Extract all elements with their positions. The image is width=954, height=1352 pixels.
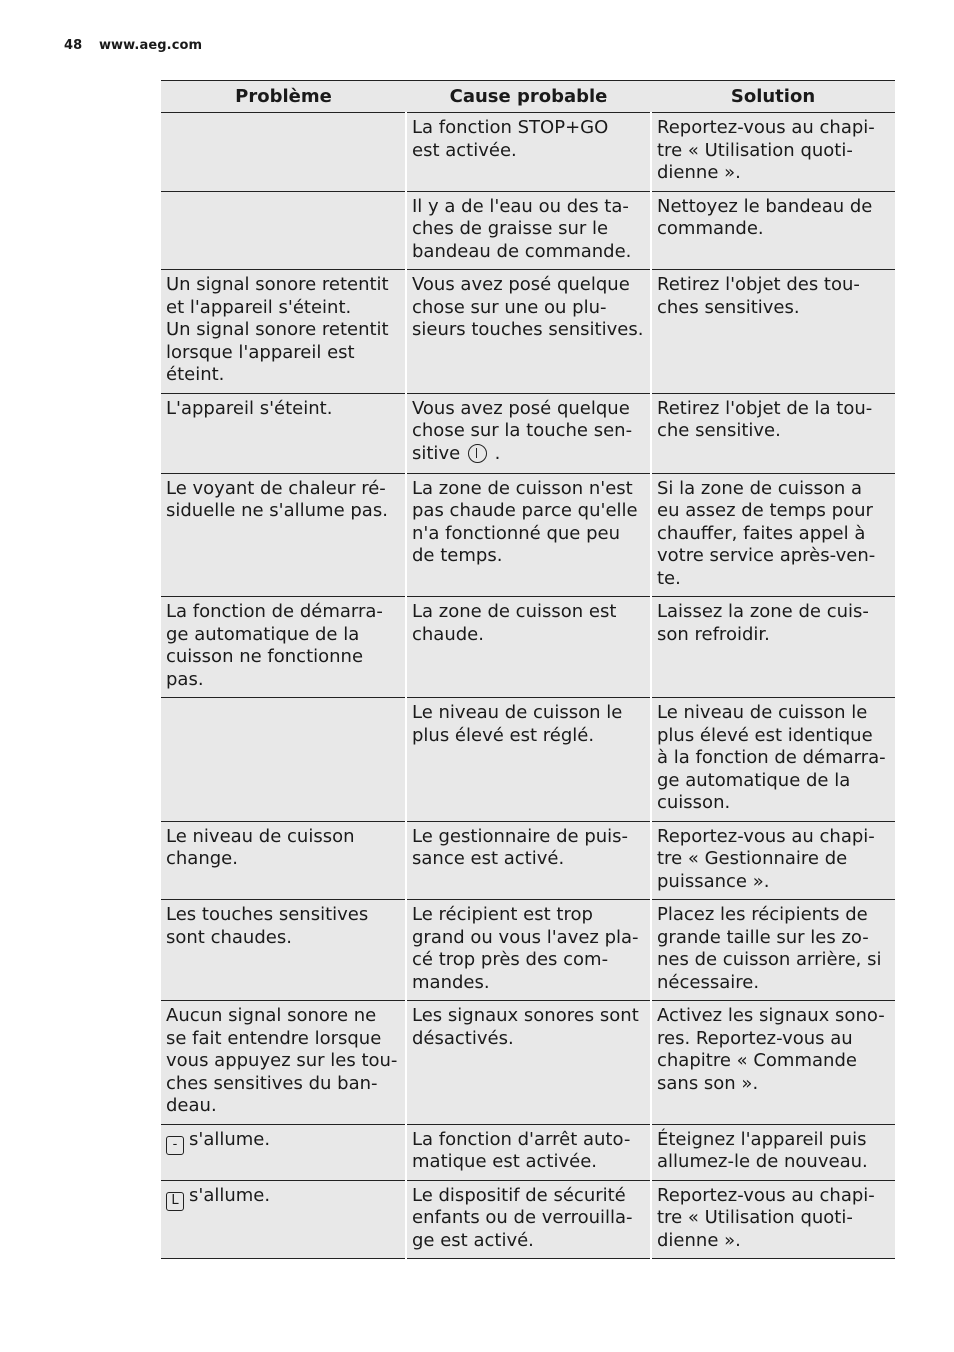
cause-cell	[406, 393, 651, 473]
problem-line: éteint.	[166, 364, 225, 385]
cause-line: Vous avez posé quelque	[412, 274, 630, 295]
solution-line: ge automatique de la	[657, 769, 851, 791]
problem-cell	[161, 270, 406, 394]
troubleshooting-table	[161, 80, 895, 1259]
problem-line: change.	[166, 848, 238, 869]
cause-line: mandes.	[412, 971, 490, 993]
solution-line: Retirez l'objet des tou-	[657, 274, 860, 295]
problem-line: sont chaudes.	[166, 926, 292, 948]
problem-cell	[161, 1001, 406, 1125]
table-row	[161, 473, 895, 597]
solution-line: Placez les récipients de	[657, 904, 868, 925]
cause-line: chose sur une ou plu-	[412, 296, 607, 318]
cause-line: n'a fonctionné que peu	[412, 522, 620, 544]
cause-cell	[406, 698, 651, 822]
problem-line: siduelle ne s'allume pas.	[166, 500, 388, 521]
dash-symbol-icon: -	[166, 1136, 184, 1155]
cause-line: Il y a de l'eau ou des ta-	[412, 195, 629, 217]
cause-line: sieurs touches sensitives.	[412, 319, 644, 340]
power-icon	[468, 444, 487, 463]
problem-line: ge automatique de la	[166, 623, 360, 645]
solution-line: plus élevé est identique	[657, 724, 873, 746]
solution-line: ches sensitives.	[657, 296, 800, 318]
cause-line: Le récipient est trop	[412, 904, 593, 925]
child-lock-symbol-icon: L	[166, 1192, 184, 1211]
cause-line: Le gestionnaire de puis-	[412, 825, 629, 847]
table-body	[161, 113, 895, 1259]
cause-cell	[406, 1001, 651, 1125]
problem-line: Un signal sonore retentit	[166, 319, 389, 340]
problem-line	[166, 1185, 399, 1211]
solution-cell	[651, 821, 895, 900]
header-problem: Problème	[161, 81, 406, 113]
solution-cell	[651, 1124, 895, 1180]
solution-line: sans son ».	[657, 1072, 759, 1094]
problem-text: s'allume.	[189, 1184, 271, 1206]
solution-line: cuisson.	[657, 792, 731, 813]
solution-line: chapitre « Commande	[657, 1050, 857, 1071]
problem-line: Un signal sonore retentit	[166, 274, 389, 295]
solution-line: res. Reportez-vous au	[657, 1027, 853, 1049]
solution-cell	[651, 900, 895, 1001]
cause-line: Les signaux sonores sont	[412, 1005, 639, 1026]
solution-line: Nettoyez le bandeau de	[657, 195, 873, 217]
table-row	[161, 1180, 895, 1259]
site-url: www.aeg.com	[98, 38, 203, 53]
cause-line: désactivés.	[412, 1027, 514, 1049]
page-number: 48	[64, 38, 83, 53]
problem-line: ches sensitives du ban-	[166, 1072, 378, 1094]
table-row	[161, 1001, 895, 1125]
header-solution: Solution	[651, 81, 895, 113]
problem-line: L'appareil s'éteint.	[166, 397, 333, 419]
table-row	[161, 821, 895, 900]
problem-cell	[161, 698, 406, 822]
problem-cell	[161, 900, 406, 1001]
cause-cell	[406, 900, 651, 1001]
problem-text: s'allume.	[189, 1128, 271, 1150]
cause-cell	[406, 270, 651, 394]
cause-line: Le niveau de cuisson le	[412, 702, 623, 723]
solution-cell	[651, 473, 895, 597]
solution-line: eu assez de temps pour	[657, 500, 873, 521]
cause-line: enfants ou de verrouilla-	[412, 1207, 633, 1228]
cause-line: La zone de cuisson est	[412, 601, 617, 622]
cause-cell	[406, 1180, 651, 1259]
cause-cell	[406, 473, 651, 597]
problem-line: Le niveau de cuisson	[166, 825, 355, 847]
table-row	[161, 1124, 895, 1180]
table-row	[161, 698, 895, 822]
cause-line: sance est activé.	[412, 848, 565, 869]
problem-cell	[161, 821, 406, 900]
cause-line: bandeau de commande.	[412, 240, 632, 262]
table-row	[161, 393, 895, 473]
problem-line: deau.	[166, 1095, 217, 1116]
solution-line: grande taille sur les zo-	[657, 926, 869, 948]
solution-line: dienne ».	[657, 1229, 741, 1251]
solution-line: dienne ».	[657, 162, 741, 183]
cause-line: matique est activée.	[412, 1151, 597, 1172]
problem-line: et l'appareil s'éteint.	[166, 296, 352, 318]
solution-line: Retirez l'objet de la tou-	[657, 397, 873, 419]
solution-line: tre « Gestionnaire de	[657, 848, 848, 869]
solution-cell	[651, 1001, 895, 1125]
solution-line: puissance ».	[657, 870, 770, 892]
problem-line: lorsque l'appareil est	[166, 341, 355, 363]
cause-line: Le dispositif de sécurité	[412, 1184, 626, 1206]
cause-line: ge est activé.	[412, 1229, 534, 1251]
cause-line: chaude.	[412, 623, 484, 645]
solution-cell	[651, 393, 895, 473]
cause-line: Vous avez posé quelque	[412, 397, 630, 419]
cause-line: La fonction d'arrêt auto-	[412, 1128, 631, 1150]
table-header-row	[161, 81, 895, 113]
problem-line: pas.	[166, 668, 204, 690]
solution-line: Éteignez l'appareil puis	[657, 1128, 867, 1150]
problem-line: Le voyant de chaleur ré-	[166, 477, 386, 499]
solution-cell	[651, 597, 895, 698]
solution-cell	[651, 698, 895, 822]
solution-line: chauffer, faites appel à	[657, 522, 866, 544]
cause-text: .	[494, 442, 501, 464]
solution-cell	[651, 191, 895, 270]
cause-line: de temps.	[412, 545, 503, 566]
cause-line: La fonction STOP+GO	[412, 117, 609, 138]
problem-line: se fait entendre lorsque	[166, 1027, 382, 1049]
solution-cell	[651, 270, 895, 394]
table-row	[161, 191, 895, 270]
solution-line: votre service après-ven-	[657, 545, 876, 566]
cause-text: sitive	[412, 442, 461, 464]
problem-cell	[161, 1180, 406, 1259]
cause-cell	[406, 113, 651, 192]
cause-line	[412, 443, 644, 466]
solution-line: Reportez-vous au chapi-	[657, 825, 875, 847]
problem-line: cuisson ne fonctionne	[166, 646, 364, 667]
problem-line: vous appuyez sur les tou-	[166, 1050, 398, 1071]
solution-line: Laissez la zone de cuis-	[657, 601, 869, 622]
cause-line: grand ou vous l'avez pla-	[412, 926, 639, 948]
solution-line: nécessaire.	[657, 971, 760, 993]
header-cause: Cause probable	[406, 81, 651, 113]
solution-line: che sensitive.	[657, 420, 781, 441]
solution-cell	[651, 1180, 895, 1259]
cause-line: cé trop près des com-	[412, 949, 609, 970]
cause-line: pas chaude parce qu'elle	[412, 500, 638, 521]
solution-line: à la fonction de démarra-	[657, 747, 886, 768]
solution-line: nes de cuisson arrière, si	[657, 949, 882, 970]
problem-cell	[161, 473, 406, 597]
solution-line: Reportez-vous au chapi-	[657, 117, 875, 138]
table-row	[161, 270, 895, 394]
problem-line: Les touches sensitives	[166, 904, 369, 925]
problem-line: Aucun signal sonore ne	[166, 1005, 377, 1026]
solution-line: te.	[657, 567, 681, 589]
cause-cell	[406, 191, 651, 270]
solution-line: allumez-le de nouveau.	[657, 1151, 868, 1172]
cause-line: La zone de cuisson n'est	[412, 477, 633, 499]
problem-cell	[161, 1124, 406, 1180]
cause-cell	[406, 597, 651, 698]
solution-line: Reportez-vous au chapi-	[657, 1184, 875, 1206]
cause-line: ches de graisse sur le	[412, 218, 609, 239]
problem-cell	[161, 393, 406, 473]
problem-cell	[161, 191, 406, 270]
solution-line: Activez les signaux sono-	[657, 1005, 885, 1026]
page-header	[64, 38, 202, 53]
cause-line: est activée.	[412, 139, 517, 161]
solution-line: commande.	[657, 218, 764, 239]
table-row	[161, 900, 895, 1001]
solution-cell	[651, 113, 895, 192]
cause-cell	[406, 1124, 651, 1180]
problem-cell	[161, 597, 406, 698]
problem-cell	[161, 113, 406, 192]
solution-line: tre « Utilisation quoti-	[657, 1207, 853, 1228]
solution-line: tre « Utilisation quoti-	[657, 139, 853, 161]
solution-line: son refroidir.	[657, 623, 770, 645]
table-row	[161, 113, 895, 192]
solution-line: Le niveau de cuisson le	[657, 702, 868, 723]
problem-line	[166, 1129, 399, 1155]
solution-line: Si la zone de cuisson a	[657, 477, 863, 499]
problem-line: La fonction de démarra-	[166, 601, 383, 622]
cause-cell	[406, 821, 651, 900]
cause-line: plus élevé est réglé.	[412, 724, 595, 746]
table-row	[161, 597, 895, 698]
cause-line: chose sur la touche sen-	[412, 420, 633, 441]
